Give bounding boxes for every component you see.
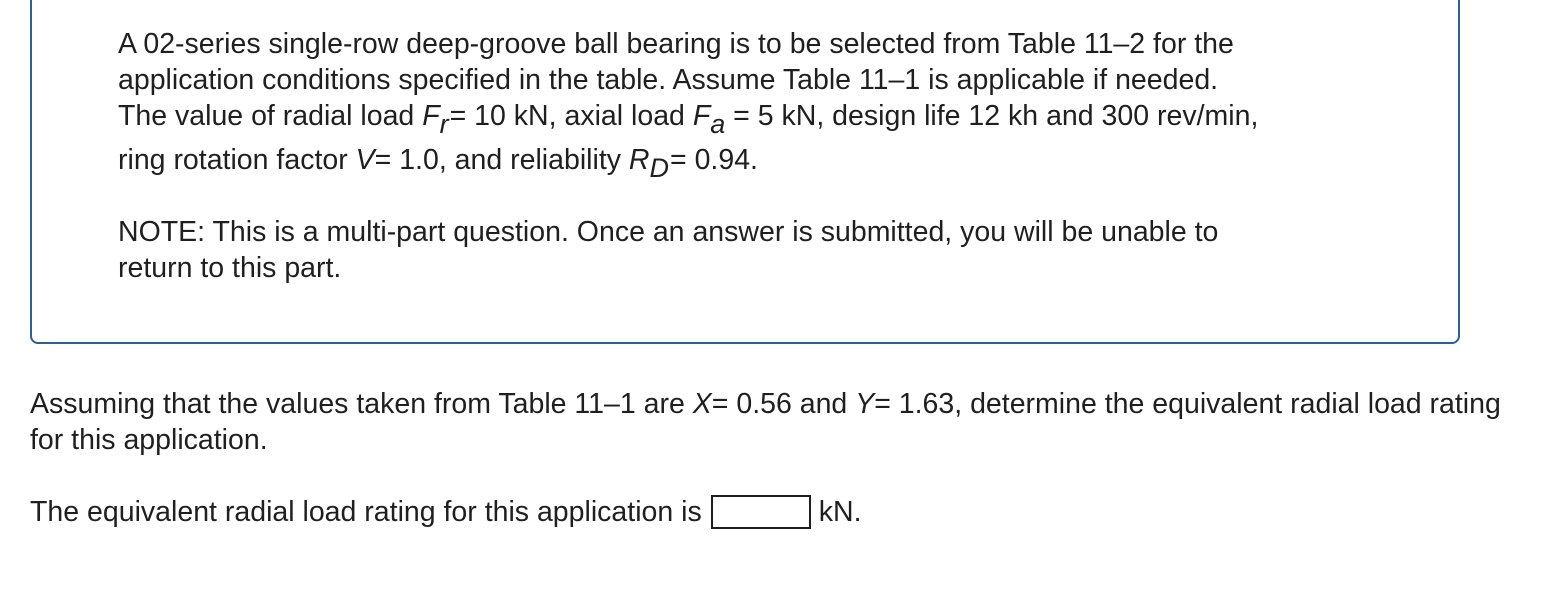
axial-load-subscript: a bbox=[710, 109, 726, 139]
answer-prompt: The equivalent radial load rating for this application is bbox=[30, 496, 702, 528]
problem-statement-box bbox=[30, 0, 1460, 344]
answer-unit: kN. bbox=[818, 496, 862, 528]
axial-load-value: = 5 kN, design life 12 kh and 300 rev/min, bbox=[725, 100, 1259, 132]
reliability-symbol: R bbox=[628, 144, 650, 176]
rotation-factor-value: = 1.0, and reliability bbox=[374, 144, 629, 176]
y-factor-value: = 1.63, determine the equivalent radial load rating for this application. bbox=[30, 388, 1501, 456]
note-line-1: NOTE: This is a multi-part question. Once an answer is submitted, you will be unable to bbox=[118, 216, 1219, 248]
reliability-subscript: D bbox=[649, 153, 670, 183]
question-text bbox=[30, 386, 1540, 458]
problem-statement bbox=[118, 26, 1438, 286]
radial-load-value: = 10 kN, axial load bbox=[449, 100, 693, 132]
problem-line-4 bbox=[118, 142, 1438, 183]
problem-line-3 bbox=[118, 98, 1438, 142]
x-factor-value: = 0.56 and bbox=[711, 388, 856, 420]
problem-line-2: application conditions specified in the table. Assume Table 11–1 is applicable if needed. bbox=[118, 64, 1219, 96]
y-factor-symbol: Y bbox=[855, 388, 875, 420]
x-factor-symbol: X bbox=[692, 388, 712, 420]
answer-input[interactable] bbox=[711, 495, 811, 529]
answer-row bbox=[30, 494, 861, 530]
problem-line-1: A 02-series single-row deep-groove ball bearing is to be selected from Table 11–2 for the bbox=[118, 28, 1234, 60]
radial-load-symbol: F bbox=[422, 100, 440, 132]
problem-line-4-text: ring rotation factor bbox=[118, 144, 356, 176]
question-intro: Assuming that the values taken from Table 11–1 are bbox=[30, 388, 693, 420]
axial-load-symbol: F bbox=[692, 100, 711, 132]
problem-line-3-text: The value of radial load bbox=[118, 100, 423, 132]
rotation-factor-symbol: V bbox=[355, 144, 375, 176]
radial-load-subscript: r bbox=[439, 109, 449, 139]
multi-part-note bbox=[118, 214, 1438, 286]
note-line-2: return to this part. bbox=[118, 252, 342, 284]
reliability-value: = 0.94. bbox=[670, 144, 758, 176]
